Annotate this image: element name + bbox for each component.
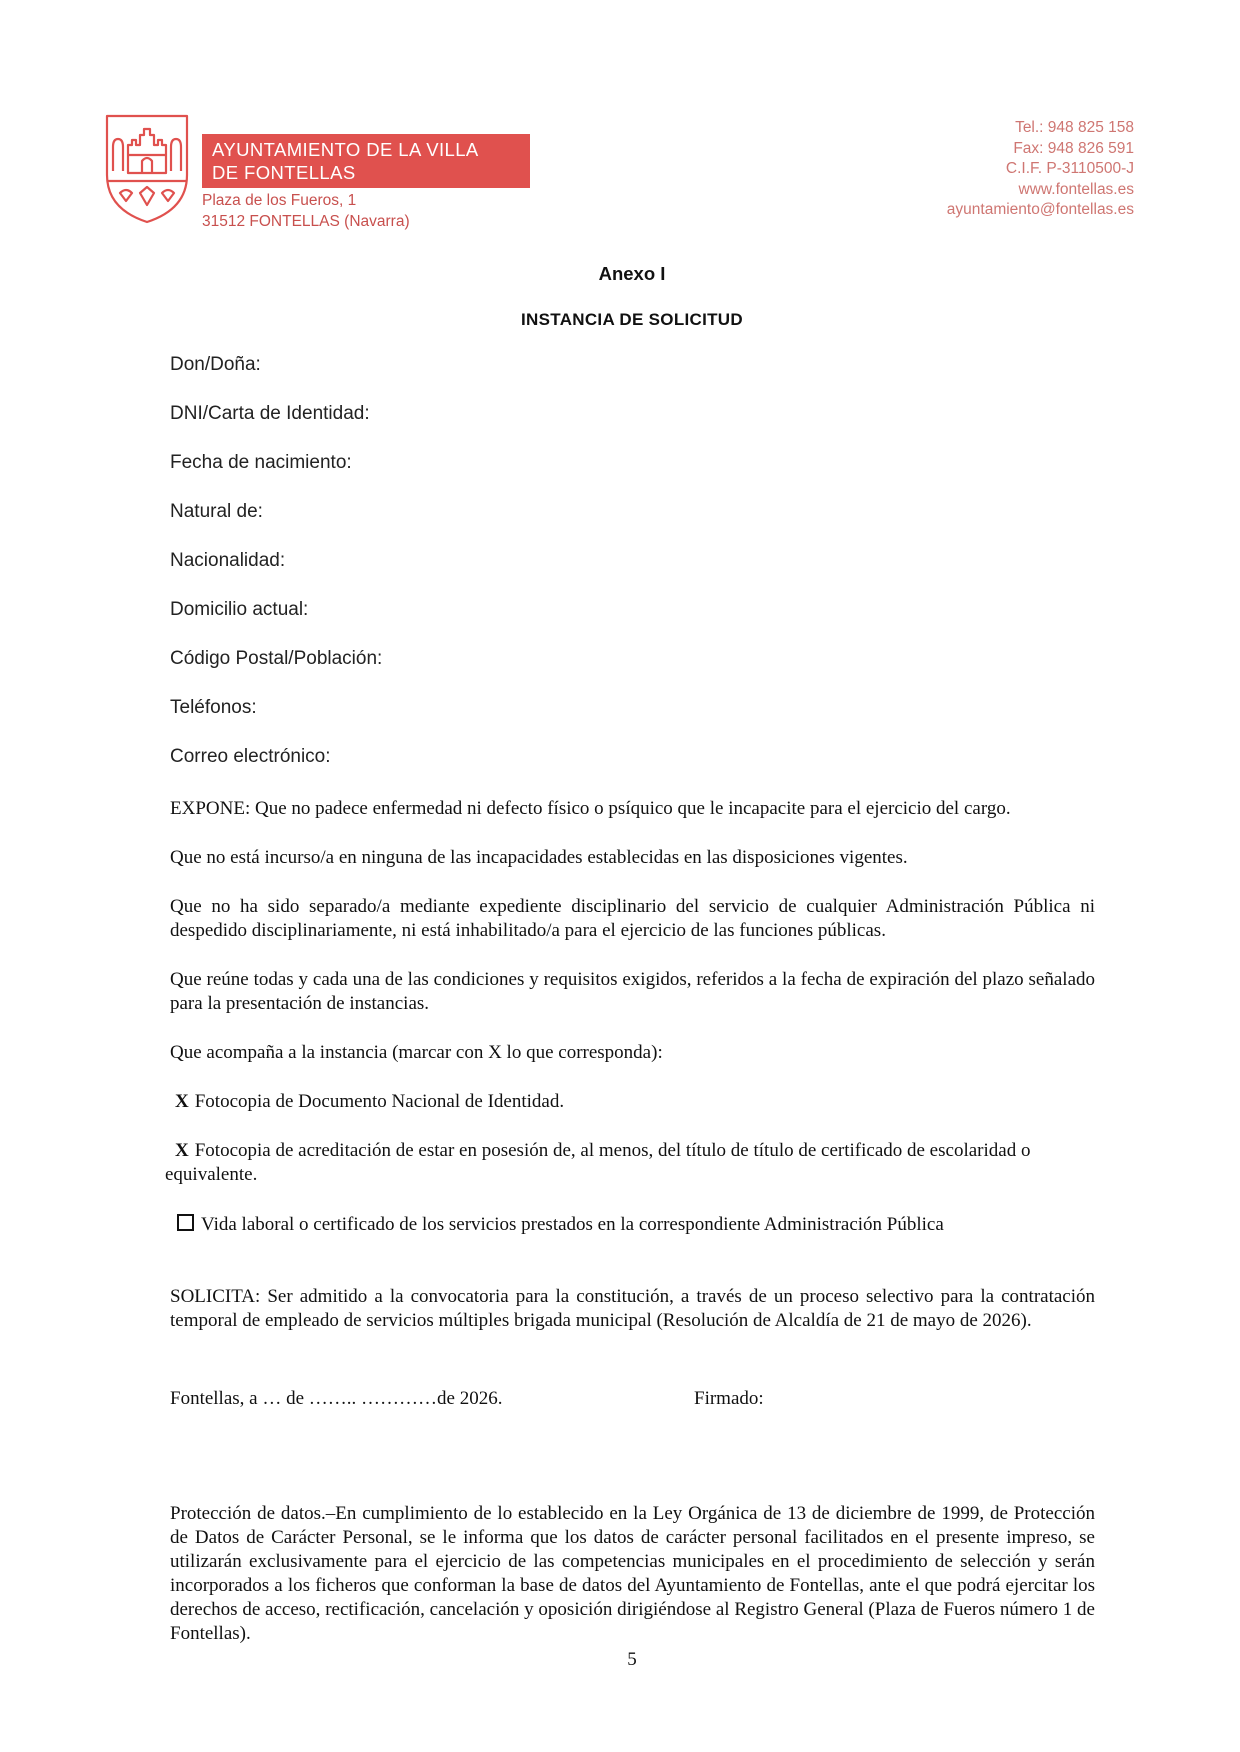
postal-address — [202, 190, 410, 232]
address-city: 31512 FONTELLAS (Navarra) — [202, 213, 410, 230]
attachment-mark: X — [175, 1091, 189, 1112]
brand-line-1: AYUNTAMIENTO DE LA VILLA — [212, 139, 479, 160]
annex-title: Anexo I — [598, 263, 666, 284]
town-crest-logo — [104, 113, 190, 225]
no-separado-paragraph: Que no ha sido separado/a mediante expediente disciplinario del servicio de cualquier Administración Pública ni despedido disciplinariamente, ni está inhabilitado/a para el ejercicio de las funciones públicas. — [170, 896, 1095, 941]
attachment-item-title — [165, 1139, 1100, 1187]
field-postal-code: Código Postal/Población: — [170, 648, 383, 669]
brand-line-2: DE FONTELLAS — [212, 162, 356, 183]
no-incurso-paragraph: Que no está incurso/a en ninguna de las incapacidades establecidas en las disposiciones vigentes. — [170, 847, 908, 868]
field-name: Don/Doña: — [170, 354, 261, 375]
attachment-text: Fotocopia de Documento Nacional de Identidad. — [194, 1091, 565, 1112]
requisitos-paragraph: Que reúne todas y cada una de las condiciones y requisitos exigidos, referidos a la fecha de expiración del plazo señalado para la presentación de instancias. — [170, 969, 1095, 1014]
expone-paragraph: EXPONE: Que no padece enfermedad ni defecto físico o psíquico que le incapacite para el ejercicio del cargo. — [170, 798, 1011, 819]
attachment-text: Fotocopia de acreditación de estar en posesión de, al menos, del título de título de certificado de escolaridad o equivalente. — [165, 1140, 1031, 1185]
acompana-paragraph: Que acompaña a la instancia (marcar con X lo que corresponda): — [170, 1042, 663, 1063]
email-link[interactable]: ayuntamiento@fontellas.es — [946, 201, 1134, 218]
solicita-paragraph: SOLICITA: Ser admitido a la convocatoria para la constitución, a través de un proceso selectivo para la contratación temporal de empleado de servicios múltiples brigada municipal (Resolución de Alcaldía de 21 de mayo de 2026). — [170, 1286, 1095, 1331]
phone-number: Tel.: 948 825 158 — [1015, 119, 1134, 136]
website-link[interactable]: www.fontellas.es — [1018, 180, 1134, 198]
address-street: Plaza de los Fueros, 1 — [202, 192, 357, 209]
page-number: 5 — [627, 1649, 637, 1670]
tax-id: C.I.F. P-3110500-J — [1005, 160, 1134, 177]
attachment-mark: X — [175, 1140, 189, 1161]
fax-number: Fax: 948 826 591 — [1013, 139, 1134, 157]
field-nationality: Nacionalidad: — [170, 550, 286, 571]
field-address: Domicilio actual: — [170, 599, 309, 620]
attachment-item-dni — [165, 1090, 1100, 1114]
field-email: Correo electrónico: — [170, 746, 331, 767]
attachment-item-work-history — [165, 1213, 1100, 1237]
town-hall-name-banner — [202, 134, 530, 188]
signed-label: Firmado: — [694, 1388, 764, 1409]
data-protection-notice: Protección de datos.–En cumplimiento de lo establecido en la Ley Orgánica de 13 de diciembre de 1999, de Protección de Datos de Carácter Personal, se le informa que los datos de carácter personal facilitados en el presente impreso, se utilizarán exclusivamente para el ejercicio de las competencias municipales en el procedimiento de selección y serán incorporados a los ficheros que conforman la base de datos del Ayuntamiento de Fontellas, ante el que podrá ejercitar los derechos de acceso, rectificación, cancelación y oposición dirigiéndose al Registro General (Plaza de Fueros número 1 de Fontellas). — [170, 1503, 1095, 1644]
field-birth-date: Fecha de nacimiento: — [170, 452, 352, 473]
attachment-text: Vida laboral o certificado de los servicios prestados en la correspondiente Administración Pública — [201, 1214, 944, 1235]
checkbox-empty[interactable] — [177, 1214, 194, 1231]
field-birthplace: Natural de: — [170, 501, 263, 522]
date-line: Fontellas, a … de …….. …………de 2026. — [170, 1388, 503, 1409]
form-title: INSTANCIA DE SOLICITUD — [521, 310, 743, 329]
field-phones: Teléfonos: — [170, 697, 257, 718]
field-id-document: DNI/Carta de Identidad: — [170, 403, 370, 424]
contact-block — [947, 118, 1134, 221]
